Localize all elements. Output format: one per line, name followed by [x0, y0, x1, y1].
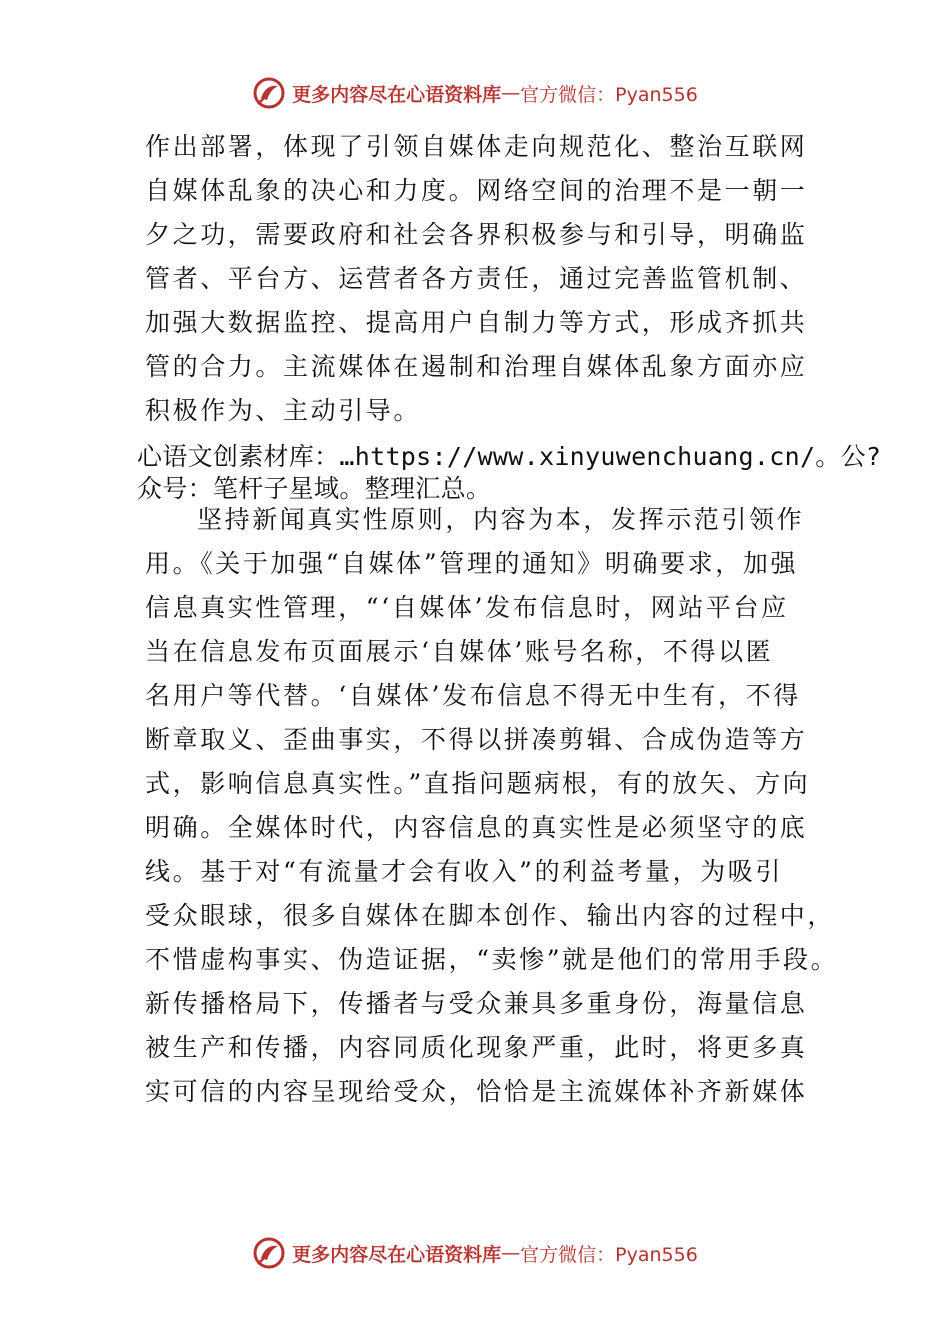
source-note: 众号：笔杆子星域。整理汇总。 — [137, 474, 492, 503]
paragraph-line: 坚持新闻真实性原则，内容为本，发挥示范引领作 — [197, 505, 805, 534]
paragraph-line: 夕之功，需要政府和社会各界积极参与和引导，明确监 — [145, 220, 808, 249]
paragraph-line: 积极作为、主动引导。 — [145, 396, 422, 425]
banner-text: 更多内容尽在心语资料库 — [292, 83, 502, 106]
paragraph-line: 自媒体乱象的决心和力度。网络空间的治理不是一朝一 — [145, 176, 808, 205]
paragraph-line: 不惜虚构事实、伪造证据，“卖惨”就是他们的常用手段。 — [145, 945, 839, 974]
paragraph-line: 线。基于对“有流量才会有收入”的利益考量，为吸引 — [145, 857, 783, 886]
paragraph-line: 信息真实性管理，“‘自媒体’发布信息时，网站平台应 — [145, 593, 789, 622]
paragraph-line: 加强大数据监控、提高用户自制力等方式，形成齐抓共 — [145, 308, 808, 337]
paragraph-line: 式，影响信息真实性。”直指问题病根，有的放矢、方向 — [145, 769, 811, 798]
brand-logo-icon — [252, 1236, 286, 1270]
paragraph-line: 当在信息发布页面展示‘自媒体’账号名称，不得以匿 — [145, 637, 774, 666]
paragraph-line: 用。《关于加强“自媒体”管理的通知》明确要求，加强 — [145, 549, 799, 578]
paragraph-line: 受众眼球，很多自媒体在脚本创作、输出内容的过程中， — [145, 901, 836, 930]
paragraph-line: 断章取义、歪曲事实，不得以拼凑剪辑、合成伪造等方 — [145, 725, 808, 754]
banner-text: 更多内容尽在心语资料库 — [292, 1243, 502, 1266]
paragraph-line: 管的合力。主流媒体在遏制和治理自媒体乱象方面亦应 — [145, 352, 808, 381]
footer-banner — [0, 1230, 950, 1276]
paragraph-line: 作出部署，体现了引领自媒体走向规范化、整治互联网 — [145, 132, 808, 161]
paragraph-line: 新传播格局下，传播者与受众兼具多重身份，海量信息 — [145, 989, 808, 1018]
banner-contact: 官方微信：Pyan556 — [520, 83, 698, 106]
header-banner — [0, 70, 950, 116]
paragraph-line: 管者、平台方、运营者各方责任，通过完善监管机制、 — [145, 264, 808, 293]
source-note: 心语文创素材库：…https://www.xinyuwenchuang.cn/。公? — [137, 442, 882, 471]
paragraph-line: 名用户等代替。‘自媒体’发布信息不得无中生有，不得 — [145, 681, 801, 710]
paragraph-line: 实可信的内容呈现给受众，恰恰是主流媒体补齐新媒体 — [145, 1077, 808, 1106]
banner-dash: — — [501, 82, 521, 104]
banner-contact: 官方微信：Pyan556 — [520, 1243, 698, 1266]
brand-logo-icon — [252, 76, 286, 110]
banner-dash: — — [501, 1242, 521, 1264]
paragraph-line: 明确。全媒体时代，内容信息的真实性是必须坚守的底 — [145, 813, 808, 842]
paragraph-line: 被生产和传播，内容同质化现象严重，此时，将更多真 — [145, 1033, 808, 1062]
